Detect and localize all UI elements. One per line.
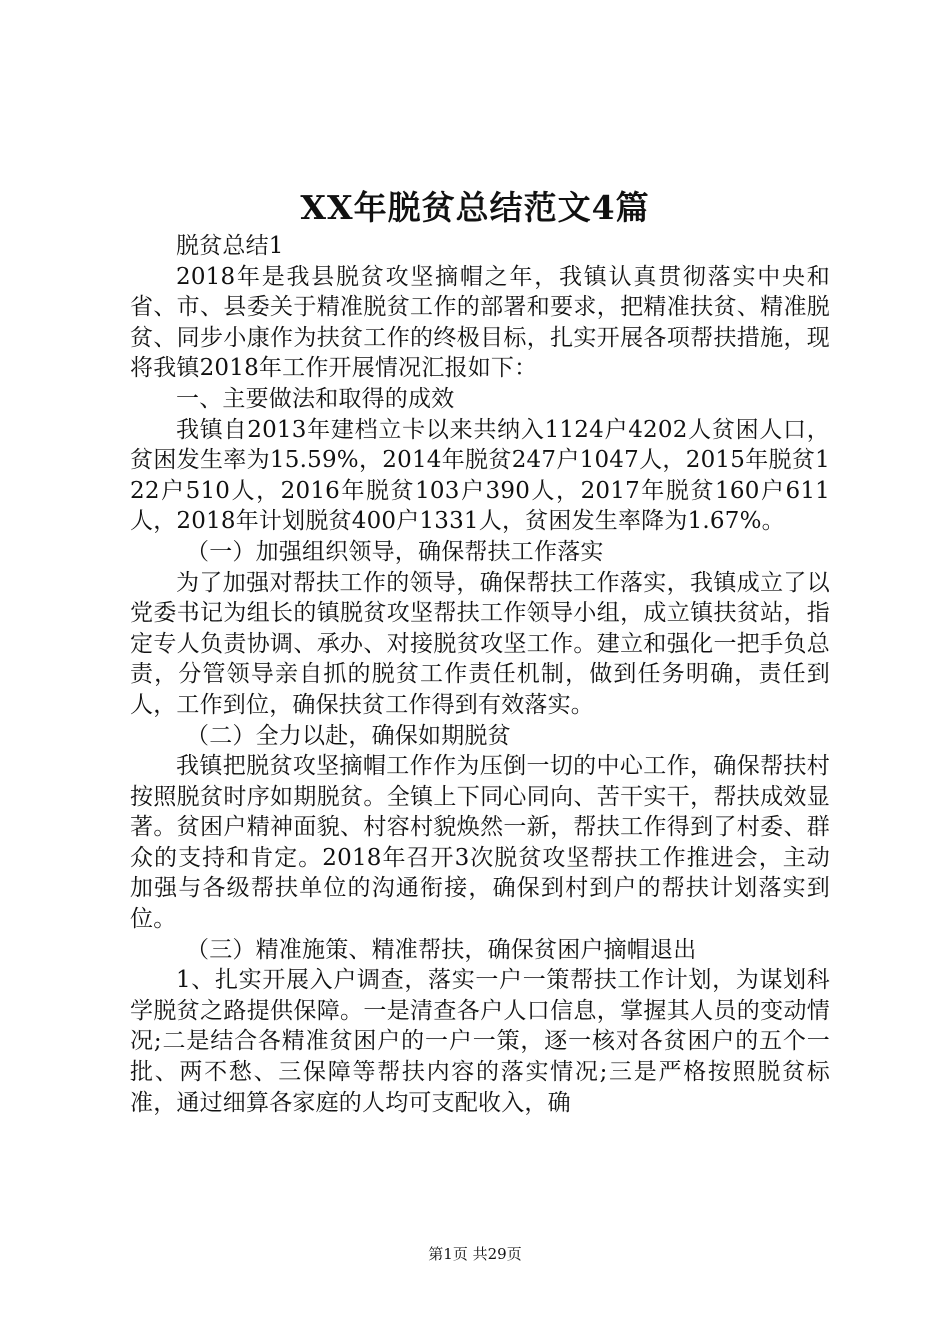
page-footer: 第1页 共29页: [428, 1245, 522, 1263]
document-body: [130, 231, 830, 1118]
body-paragraph: 我镇把脱贫攻坚摘帽工作作为压倒一切的中心工作，确保帮扶村按照脱贫时序如期脱贫。全镇上下同心同向、苦干实干，帮扶成效显著。贫困户精神面貌、村容村貌焕然一新，帮扶工作得到了村委、群众的支持和肯定。2018年召开3次脱贫攻坚帮扶工作推进会，主动加强与各级帮扶单位的沟通衔接，确保到村到户的帮扶计划落实到位。: [130, 753, 830, 933]
body-paragraph: 我镇自2013年建档立卡以来共纳入1124户4202人贫困人口，贫困发生率为15.59%，2014年脱贫247户1047人，2015年脱贫122户510人，2016年脱贫103户390人，2017年脱贫160户611人，2018年计划脱贫400户1331人，贫困发生率降为1.67%。: [130, 416, 830, 535]
subsection-heading: （二）全力以赴，确保如期脱贫: [186, 722, 511, 749]
subsection-heading: （三）精准施策、精准帮扶，确保贫困户摘帽退出: [186, 936, 697, 963]
body-paragraph: 1、扎实开展入户调查，落实一户一策帮扶工作计划，为谋划科学脱贫之路提供保障。一是清查各户人口信息，掌握其人员的变动情况;二是结合各精准贫困户的一户一策，逐一核对各贫困户的五个一批、两不愁、三保障等帮扶内容的落实情况;三是严格按照脱贫标准，通过细算各家庭的人均可支配收入，确: [130, 967, 830, 1116]
body-paragraph: 2018年是我县脱贫攻坚摘帽之年，我镇认真贯彻落实中央和省、市、县委关于精准脱贫工作的部署和要求，把精准扶贫、精准脱贫、同步小康作为扶贫工作的终极目标，扎实开展各项帮扶措施，现将我镇2018年工作开展情况汇报如下：: [130, 263, 830, 382]
body-paragraph: 为了加强对帮扶工作的领导，确保帮扶工作落实，我镇成立了以党委书记为组长的镇脱贫攻坚帮扶工作领导小组，成立镇扶贫站，指定专人负责协调、承办、对接脱贫攻坚工作。建立和强化一把手负总责，分管领导亲自抓的脱贫工作责任机制，做到任务明确，责任到人，工作到位，确保扶贫工作得到有效落实。: [130, 569, 830, 718]
document-title: XX年脱贫总结范文4篇: [300, 188, 650, 227]
section-heading: 一、主要做法和取得的成效: [176, 385, 455, 412]
subsection-heading: （一）加强组织领导，确保帮扶工作落实: [186, 538, 604, 565]
section-heading: 脱贫总结1: [176, 233, 284, 259]
